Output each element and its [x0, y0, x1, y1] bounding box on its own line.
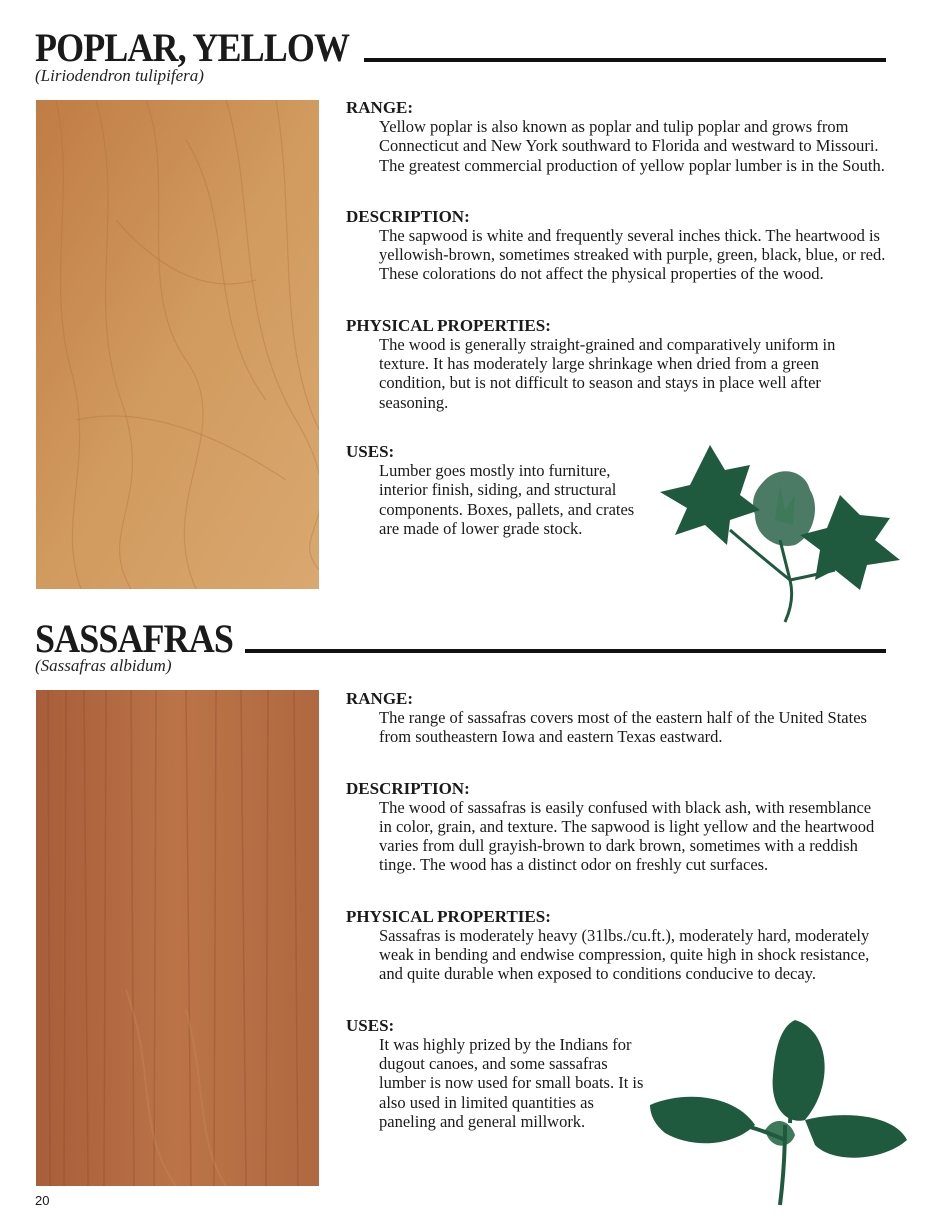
poplar-uses-heading: USES: — [346, 441, 395, 461]
sassafras-uses-body: It was highly prized by the Indians for dugout canoes, and some sassafras lumber is now used for small boats. It is also used in limited quantities as paneling and general millwork. — [379, 1034, 644, 1131]
sassafras-description-section — [346, 779, 886, 875]
poplar-physical-body: The wood is generally straight-grained and comparatively uniform in texture. It has moderately large shrinkage when dried from a green condition, but is not difficult to season and stays in place well after seasoning. — [379, 334, 836, 412]
poplar-description-section — [346, 207, 886, 284]
poplar-title-rule — [364, 58, 886, 62]
sassafras-range-section — [346, 689, 886, 747]
sassafras-range-body: The range of sassafras covers most of the eastern half of the United States from southeastern Iowa and eastern Texas eastward. — [379, 708, 867, 747]
poplar-leaf-illustration — [655, 440, 905, 625]
poplar-uses-body: Lumber goes mostly into furniture, interior finish, siding, and structural components. Boxes, pallets, and crates are made of lower grade stock. — [379, 460, 635, 538]
sassafras-scientific-name: (Sassafras albidum) — [35, 656, 172, 675]
poplar-wood-sample-image — [36, 100, 319, 589]
poplar-title-row — [35, 25, 886, 70]
sassafras-title-row — [35, 616, 886, 661]
sassafras-uses-heading: USES: — [346, 1015, 395, 1035]
sassafras-wood-sample-image — [36, 690, 319, 1186]
poplar-physical-heading: PHYSICAL PROPERTIES: — [346, 315, 551, 335]
page-number: 20 — [35, 1193, 50, 1208]
poplar-range-section — [346, 98, 886, 175]
sassafras-physical-section — [346, 907, 886, 984]
sassafras-range-heading: RANGE: — [346, 689, 414, 708]
sassafras-title: SASSAFRAS — [35, 616, 233, 661]
poplar-description-heading: DESCRIPTION: — [346, 206, 470, 226]
sassafras-leaf-illustration — [645, 1015, 910, 1207]
sassafras-physical-heading: PHYSICAL PROPERTIES: — [346, 906, 551, 926]
sassafras-physical-body: Sassafras is moderately heavy (31lbs./cu.ft.), moderately hard, moderately weak in bending and endwise compression, quite high in shock resistance, and quite durable when exposed to conditions conducive to decay. — [379, 925, 870, 984]
sassafras-description-body: The wood of sassafras is easily confused with black ash, with resemblance in color, grain, and texture. The sapwood is light yellow and the heartwood varies from dull grayish-brown to dark brown, sometimes with a reddish tinge. The wood has a distinct odor on freshly cut surfaces. — [379, 797, 875, 875]
poplar-range-body: Yellow poplar is also known as poplar and tulip poplar and grows from Connecticut and New York southward to Florida and westward to Missouri. The greatest commercial production of yellow poplar lumber is in the South. — [379, 117, 885, 175]
poplar-range-heading: RANGE: — [346, 98, 414, 117]
sassafras-description-heading: DESCRIPTION: — [346, 778, 470, 798]
poplar-description-body: The sapwood is white and frequently several inches thick. The heartwood is yellowish-brown, sometimes streaked with purple, green, black, blue, or red. These colorations do not affect the physical properties of the wood. — [379, 225, 886, 284]
sassafras-title-rule — [245, 649, 886, 653]
poplar-physical-section — [346, 316, 886, 412]
poplar-scientific-name: (Liriodendron tulipifera) — [35, 66, 204, 85]
poplar-title: POPLAR, YELLOW — [35, 25, 350, 70]
